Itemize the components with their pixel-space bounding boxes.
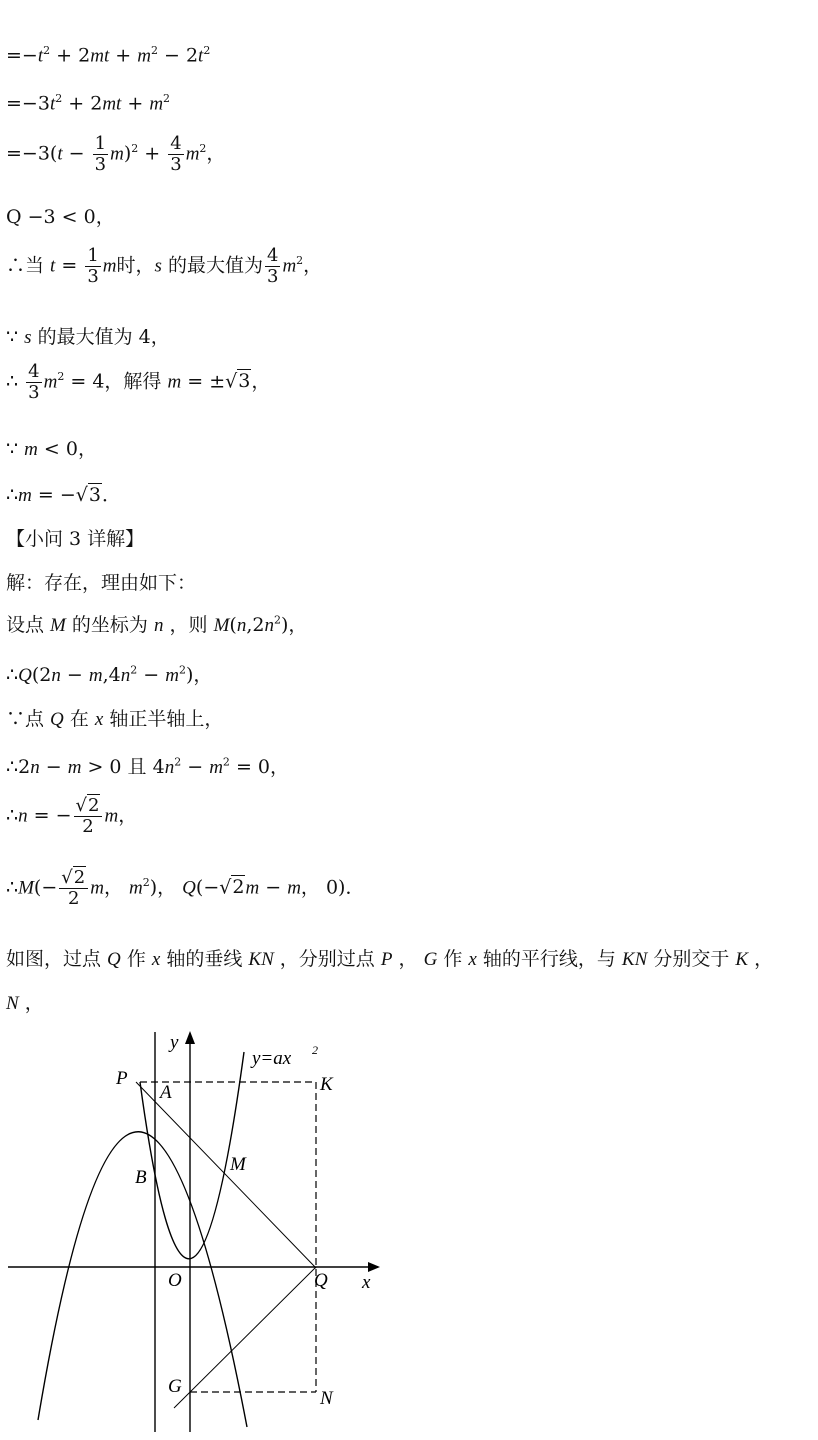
label-o: O: [168, 1270, 182, 1291]
eq-line-3: =−3(t − $\frac{1}{3}$ m)$^2$ + $\frac{4}{3}$ $m^2$，: [6, 133, 226, 175]
eq-line-17: ∴M(− $\frac{√2}{2}$ m， $m^2$)， Q(−√2m − m， 0)．: [6, 867, 365, 909]
answer-intro: 解：存在，理由如下：: [6, 572, 197, 594]
label-curve: y=ax: [252, 1048, 292, 1069]
eq-line-14: ∵点 Q 在 x 轴正半轴上，: [6, 708, 224, 730]
section-heading: 【小问 3 详解】: [6, 528, 145, 550]
eq-line-15: ∴2n − m > 0 且 $4n^2 - m^2 = 0$，: [6, 755, 290, 778]
geometry-figure: [0, 1020, 400, 1440]
label-x: x: [362, 1272, 371, 1293]
x-axis-arrow: [368, 1262, 380, 1272]
label-curve-exp: 2: [312, 1043, 318, 1057]
eq-line-5: ∴当 t = $\frac{1}{3}$ m时，s 的最大值为 $\frac{4}{3}$ $m^2$，: [6, 245, 323, 287]
eq-line-19: N ，: [6, 992, 44, 1014]
label-g: G: [168, 1376, 182, 1397]
label-m: M: [230, 1154, 246, 1175]
eq-line-2: $=-3t^2 + 2mt + m^2$: [6, 92, 171, 115]
eq-line-12: 设点 M 的坐标为 n ，则 $M(n,2n^2)$，: [6, 613, 308, 636]
label-q: Q: [314, 1270, 328, 1291]
label-a: A: [160, 1082, 172, 1103]
line-gq: [174, 1267, 316, 1408]
eq-line-1: $=-t^2 + 2mt + m^2 - 2t^2$: [6, 44, 211, 67]
label-p: P: [116, 1068, 128, 1089]
label-b: B: [135, 1167, 147, 1188]
label-k: K: [320, 1074, 333, 1095]
eq-line-16: ∴n = − $\frac{√2}{2}$ m，: [6, 795, 138, 837]
label-y: y: [170, 1032, 179, 1053]
eq-line-4: Q −3 < 0，: [6, 206, 115, 228]
label-n: N: [320, 1388, 333, 1409]
line-pq: [136, 1082, 316, 1268]
y-axis-arrow: [185, 1031, 195, 1044]
eq-line-18: 如图，过点 Q 作 x 轴的垂线 KN ，分别过点 P ， G 作 x 轴的平行线，与 KN 分别交于 K ，: [6, 948, 774, 970]
eq-line-13: ∴Q(2n − $m,4n^2 - m^2$)，: [6, 663, 213, 686]
eq-line-6: ∵ s 的最大值为 4，: [6, 326, 170, 348]
eq-line-8: ∵ m < 0，: [6, 438, 97, 460]
eq-line-9: ∴m = −√3．: [6, 484, 121, 506]
eq-line-7: ∴ $\frac{4}{3}$ $m^2 = 4$，解得 m = ±√3，: [6, 361, 271, 403]
